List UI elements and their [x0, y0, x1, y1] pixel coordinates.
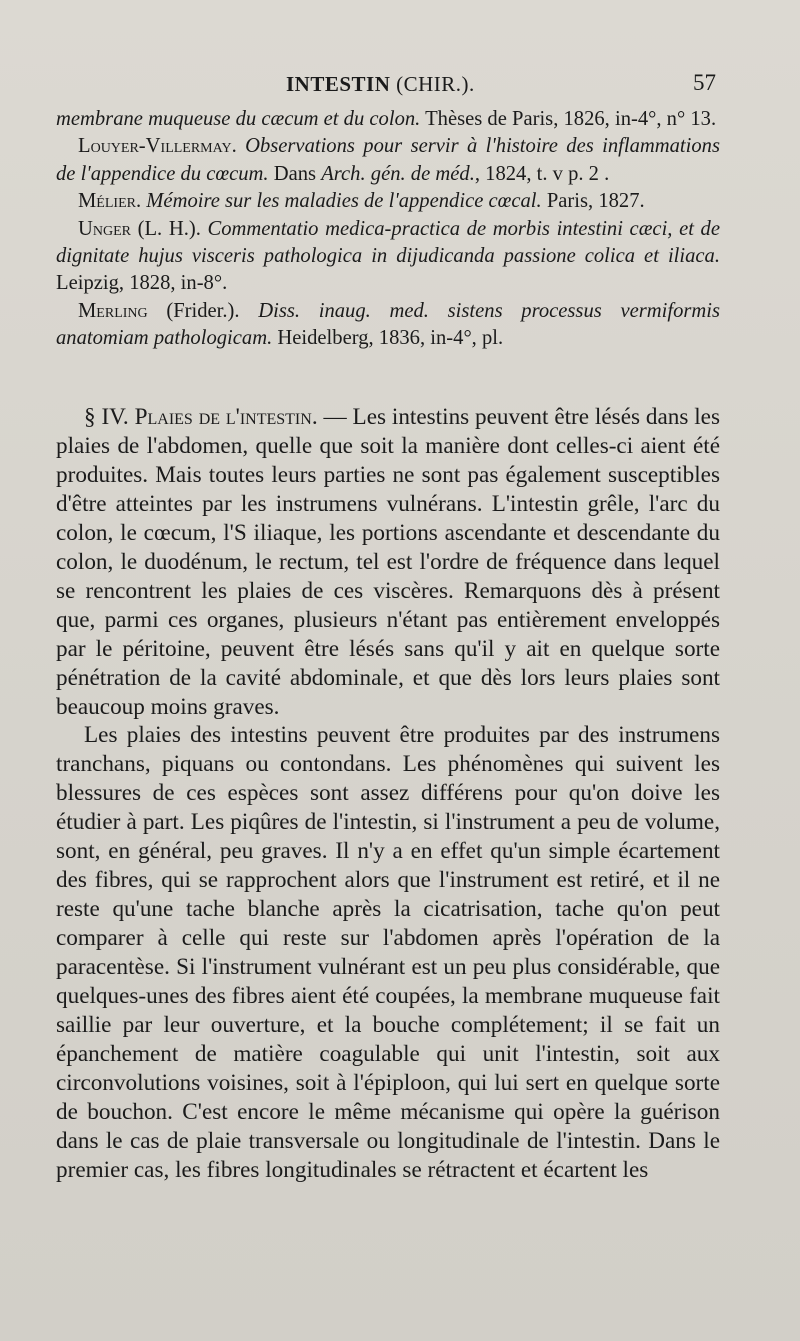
bib-entry: Mélier. Mémoire sur les maladies de l'appendice cœcal. Paris, 1827.	[78, 190, 645, 213]
bib-entry: membrane muqueuse du cæcum et du colon. Thèses de Paris, 1826, in-4°, n° 13.	[56, 108, 717, 130]
bib-entry: Louyer-Villermay. Observations pour servir à l'histoire des inflammations de l'appendice du cœcum. Dans Arch. gén. de méd., 1824, t. v p. 2 .	[56, 135, 720, 185]
bib-author: Merling	[78, 299, 148, 322]
bib-author: Unger	[78, 217, 131, 240]
section-paragraph: Les plaies des intestins peuvent être produites par des instrumens tranchans, piquans ou contondans. Les phénomènes qui suivent les blessures de ces espèces sont assez différens pour qu'on doive les étudier à part. Les piqûres de l'intestin, si l'instrument a peu de volume, sont, en général, peu graves. Il n'y a en effet qu'un simple écartement des fibres, qui se rapprochent alors que l'instrument est retiré, et il ne reste qu'une tache blanche après la cicatrisation, tache qu'on peut comparer à celle qui reste sur l'abdomen après l'opération de la paracentèse. Si l'instrument vulnérant est un peu plus considérable, que quelques-unes des fibres aient été coupées, la membrane muqueuse fait saillie par leur ouverture, et la bouche complétement; il se fait un épanchement de matière coagulable qui unit l'intestin, soit aux circonvolutions voisines, soit à l'épiploon, qui lui sert en quelque sorte de bouchon. C'est encore le même mécanisme qui opère la guérison dans le cas de plaie transversale ou longitudinale de l'intestin. Dans le premier cas, les fibres longitudinales se rétractent et écartent les	[56, 722, 720, 1183]
bib-entry: Merling (Frider.). Diss. inaug. med. sistens processus vermiformis anatomiam pathologicam. Heidelberg, 1836, in-4°, pl.	[56, 299, 720, 350]
section-body	[56, 403, 720, 1185]
section-heading: § IV. Plaies de l'intestin.	[84, 404, 318, 430]
running-head-subtitle: (CHIR.).	[396, 72, 475, 96]
bibliography	[56, 106, 720, 353]
running-head-title: INTESTIN	[286, 72, 391, 96]
running-head	[286, 72, 475, 97]
bib-entry: Unger (L. H.). Commentatio medica-practica de morbis intestini cæci, et de dignitate hujus visceris pathologica in dijudicanda passione colica et iliaca. Leipzig, 1828, in-8°.	[56, 217, 720, 295]
bib-author: Mélier.	[78, 190, 142, 213]
page-number: 57	[693, 70, 716, 95]
page-header	[56, 70, 716, 102]
bib-author: Louyer-Villermay.	[78, 135, 237, 158]
section-paragraph: § IV. Plaies de l'intestin. — Les intestins peuvent être lésés dans les plaies de l'abdomen, quelle que soit la manière dont celles-ci aient été produites. Mais toutes leurs parties ne sont pas également susceptibles d'être atteintes par les instrumens vulnérans. L'intestin grêle, l'arc du colon, le cœcum, l'S iliaque, les portions ascendante et descendante du colon, le duodénum, le rectum, tel est l'ordre de fréquence dans lequel se rencontrent les plaies de ces viscères. Remarquons dès à présent que, parmi ces organes, plusieurs n'étant pas entièrement enveloppés par le péritoine, peuvent être lésés sans qu'il y ait en quelque sorte pénétration de la cavité abdominale, et que dès lors leurs plaies sont beaucoup moins graves.	[56, 404, 720, 720]
